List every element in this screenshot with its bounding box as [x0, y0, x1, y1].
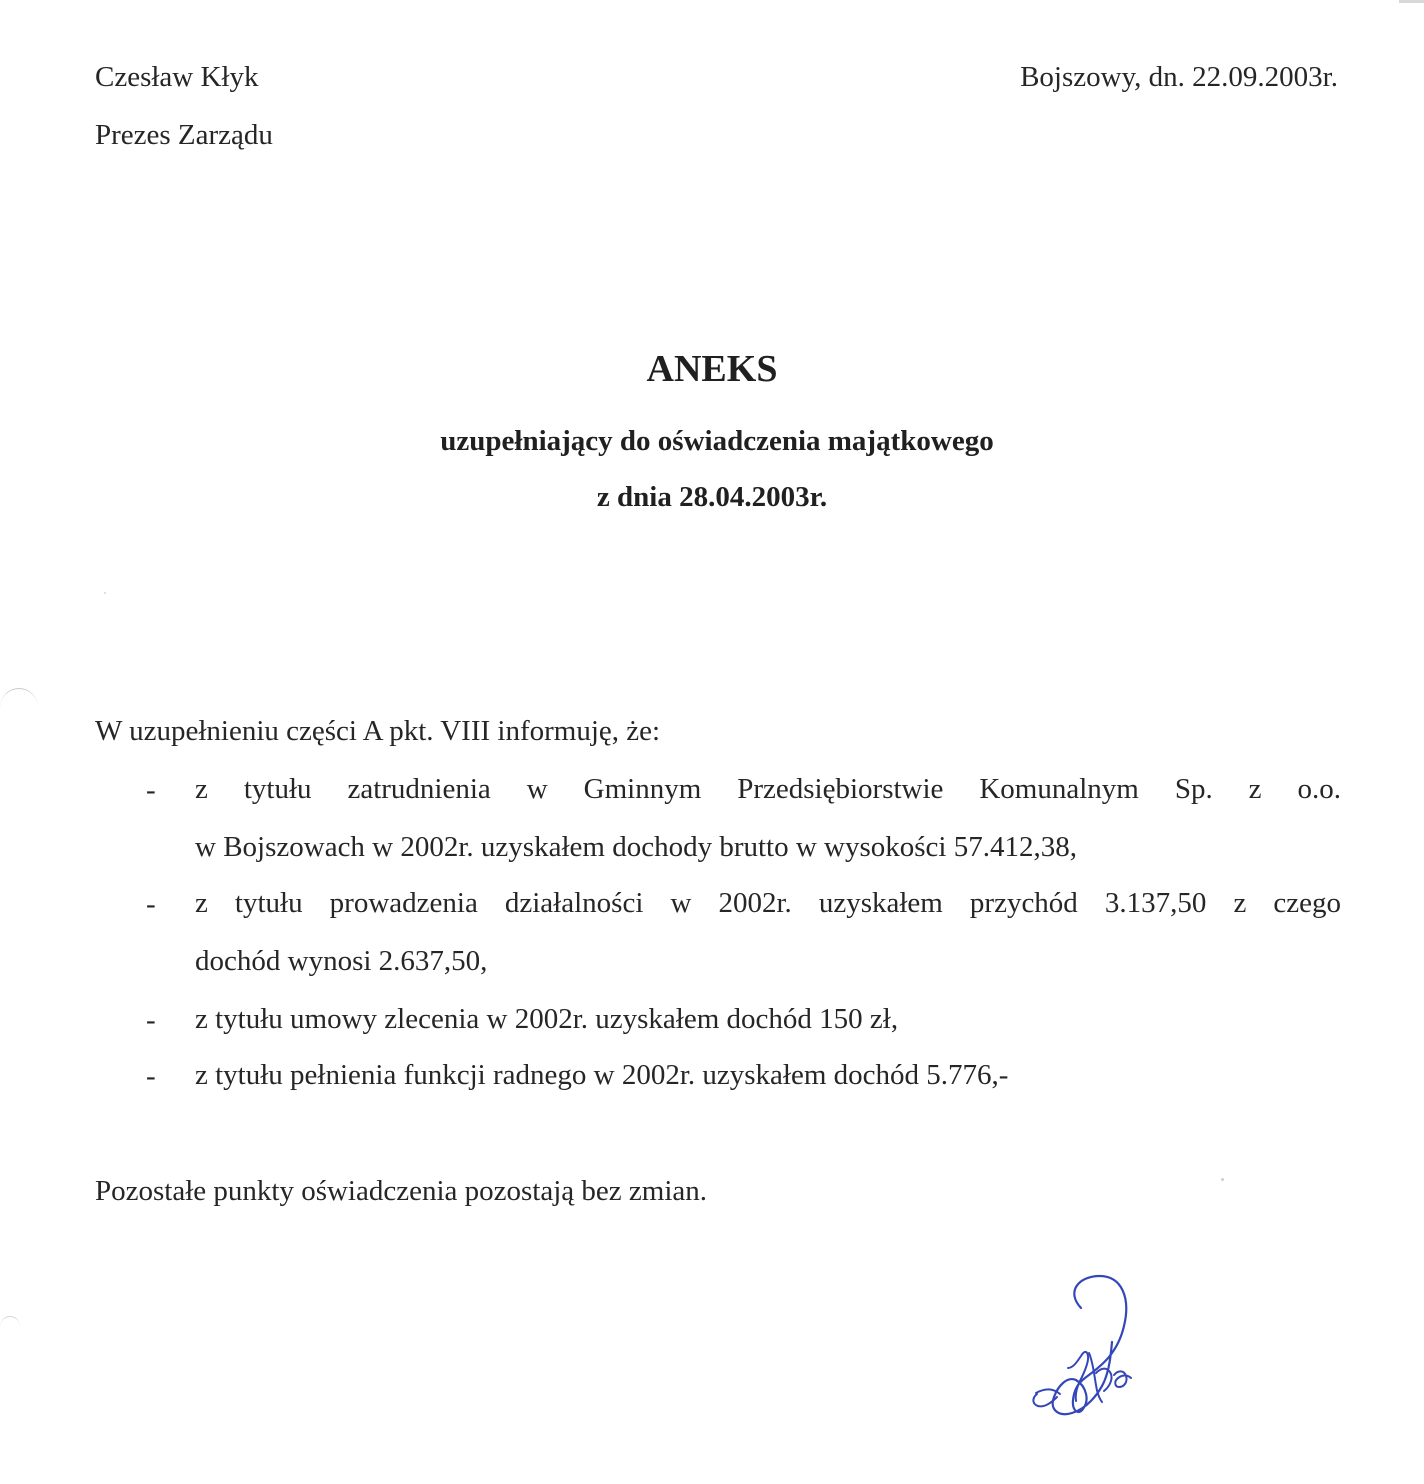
- handwritten-signature: [1020, 1270, 1145, 1440]
- scan-edge-mark: [1399, 0, 1424, 3]
- list-item-line: z tytułu umowy zlecenia w 2002r. uzyskałem dochód 150 zł,: [195, 1003, 899, 1035]
- list-bullet: -: [146, 1004, 156, 1036]
- list-item-line: z tytułu prowadzenia działalności w 2002r. uzyskałem przychód 3.137,50 z czego: [195, 887, 1341, 919]
- list-item-line: dochód wynosi 2.637,50,: [195, 945, 488, 977]
- scan-curve-mark: [0, 688, 38, 727]
- intro-paragraph: W uzupełnieniu części A pkt. VIII informuję, że:: [95, 715, 661, 747]
- sender-name: Czesław Kłyk: [95, 61, 259, 93]
- scan-dot: [1221, 1178, 1224, 1181]
- list-bullet: -: [146, 888, 156, 920]
- document-title: ANEKS: [646, 348, 778, 390]
- document-reference-date: z dnia 28.04.2003r.: [596, 481, 828, 513]
- list-item-line: z tytułu pełnienia funkcji radnego w 2002r. uzyskałem dochód 5.776,-: [195, 1059, 1009, 1091]
- scan-curve-mark: [0, 1316, 20, 1337]
- document-subtitle: uzupełniający do oświadczenia majątkowego: [440, 425, 994, 457]
- list-item-line: z tytułu zatrudnienia w Gminnym Przedsiębiorstwie Komunalnym Sp. z o.o.: [195, 773, 1341, 805]
- list-bullet: -: [146, 774, 156, 806]
- list-item-line: w Bojszowach w 2002r. uzyskałem dochody brutto w wysokości 57.412,38,: [195, 831, 1077, 863]
- scan-dot: [104, 592, 106, 594]
- closing-paragraph: Pozostałe punkty oświadczenia pozostają bez zmian.: [95, 1175, 708, 1207]
- place-date: Bojszowy, dn. 22.09.2003r.: [1020, 61, 1338, 93]
- sender-role: Prezes Zarządu: [95, 119, 273, 151]
- list-bullet: -: [146, 1060, 156, 1092]
